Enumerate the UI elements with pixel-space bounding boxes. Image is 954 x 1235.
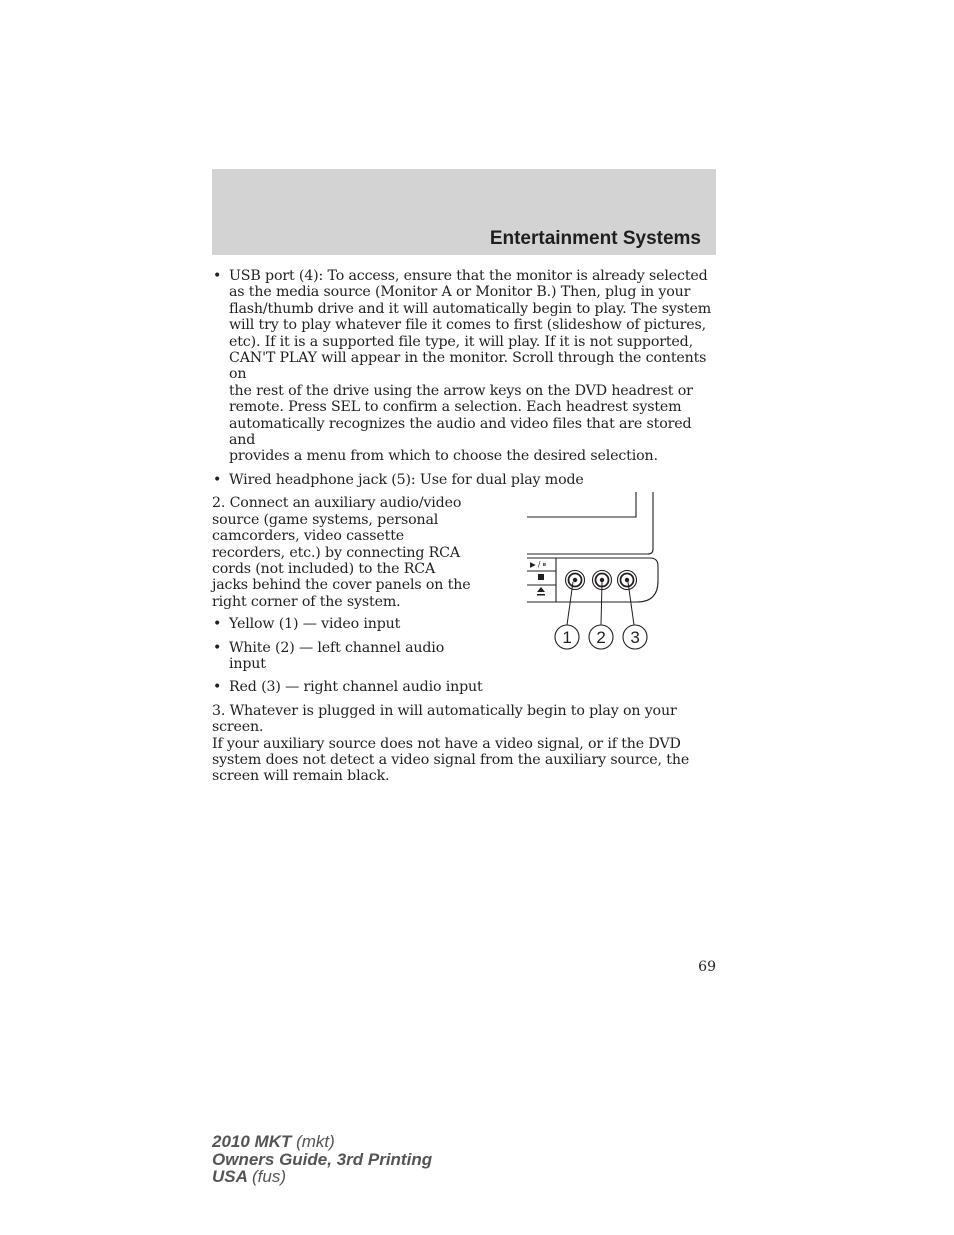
footer-edition-info [212, 1133, 432, 1186]
step-3-line: system does not detect a video signal from the auxiliary source, the [212, 751, 690, 768]
section-header-band [212, 169, 716, 255]
eject-icon [537, 587, 545, 596]
bullet-line: USB port (4): To access, ensure that the monitor is already selected [229, 268, 708, 284]
step-2-line: 2. Connect an auxiliary audio/video [212, 495, 462, 512]
svg-text:2: 2 [596, 628, 606, 648]
bullet-headphone-jack [212, 472, 718, 488]
bullet-line: remote. Press SEL to confirm a selection. Each headrest system [229, 399, 682, 416]
footer-market-code: (fus) [252, 1167, 286, 1186]
bullet-line: CAN'T PLAY will appear in the monitor. Scroll through the contents on [229, 350, 707, 383]
step-3-line: screen will remain black. [212, 768, 390, 785]
bullet-line: the rest of the drive using the arrow keys on the DVD headrest or [229, 382, 693, 399]
bullet-dot: • [213, 639, 222, 656]
page-number: 69 [698, 959, 716, 975]
step-2-line: cords (not included) to the RCA [212, 560, 436, 577]
step-2-line: recorders, etc.) by connecting RCA [212, 544, 460, 561]
step-3-paragraph [212, 703, 718, 785]
footer-market: USA [212, 1167, 248, 1186]
callout-3 [623, 625, 647, 649]
bullet-dot: • [213, 616, 222, 633]
step-3-line: 3. Whatever is plugged in will automatically begin to play on your screen. [212, 702, 677, 736]
bullet-dot: • [213, 471, 222, 488]
step-2-line: camcorders, video cassette [212, 528, 405, 545]
bullet-red-input [212, 679, 718, 695]
bullet-white-input [212, 640, 472, 673]
bullet-line: Red (3) — right channel audio input [229, 679, 483, 696]
step-2-section [212, 495, 718, 672]
svg-text:3: 3 [630, 628, 640, 648]
rca-jack-1 [566, 571, 585, 590]
play-pause-label: ▶ / ⏸ [530, 560, 547, 570]
bullet-line: etc). If it is a supported file type, it will play. If it is not supported, [229, 333, 693, 350]
step-2-line: source (game systems, personal [212, 511, 439, 528]
svg-text:1: 1 [562, 628, 572, 648]
page-content [212, 268, 718, 785]
rca-jack-3 [618, 571, 637, 590]
callout-2 [589, 625, 613, 649]
footer-model-code: (mkt) [296, 1132, 335, 1151]
stop-icon [538, 574, 544, 580]
bullet-line: will try to play whatever file it comes to first (slideshow of pictures, [229, 317, 706, 334]
footer-model: 2010 MKT [212, 1132, 292, 1151]
bullet-line: automatically recognizes the audio and video files that are stored and [229, 415, 692, 449]
bullet-line: as the media source (Monitor A or Monitor B.) Then, plug in your [229, 284, 691, 301]
footer-line-printing: Owners Guide, 3rd Printing [212, 1149, 433, 1169]
bullet-yellow-input [212, 616, 472, 632]
section-title: Entertainment Systems [489, 228, 701, 249]
callout-1 [555, 625, 579, 649]
bullet-dot: • [213, 268, 222, 284]
bullet-usb-port [212, 268, 718, 465]
step-2-line: jacks behind the cover panels on the [212, 577, 471, 594]
bullet-line: Wired headphone jack (5): Use for dual play mode [229, 471, 584, 488]
step-3-line: If your auxiliary source does not have a video signal, or if the DVD [212, 735, 681, 752]
step-2-line: right corner of the system. [212, 593, 401, 610]
bullet-line: White (2) — left channel audio [229, 639, 445, 656]
bullet-line: flash/thumb drive and it will automatically begin to play. The system [229, 300, 711, 317]
bullet-line: provides a menu from which to choose the desired selection. [229, 448, 658, 465]
bullet-line: Yellow (1) — video input [229, 616, 401, 633]
rca-jacks-illustration [526, 492, 668, 657]
footer-line-model [212, 1133, 432, 1151]
step-2-text [212, 495, 472, 672]
footer-line-market [212, 1168, 432, 1186]
bullet-line: input [229, 655, 266, 672]
bullet-dot: • [213, 679, 222, 696]
